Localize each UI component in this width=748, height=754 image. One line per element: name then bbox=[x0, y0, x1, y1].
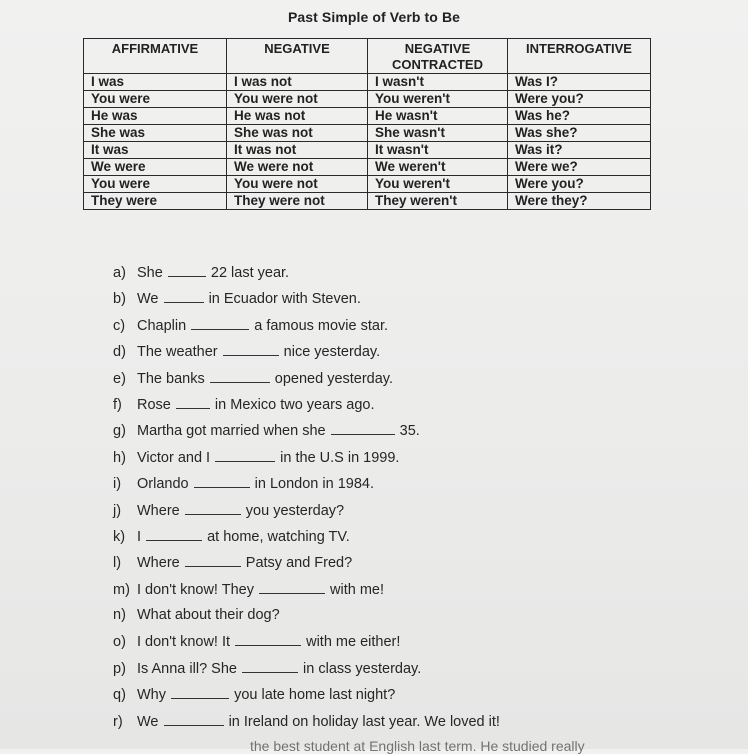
exercise-item bbox=[113, 420, 500, 446]
table-cell: It was not bbox=[227, 142, 368, 159]
exercise-item bbox=[113, 473, 500, 499]
table-row bbox=[84, 142, 651, 159]
table-row bbox=[84, 125, 651, 142]
header-line: NEGATIVE bbox=[264, 41, 330, 56]
table-cell: Was she? bbox=[508, 125, 651, 142]
exercise-text-after: 35. bbox=[399, 423, 420, 440]
answer-blank[interactable] bbox=[171, 684, 229, 699]
exercise-item bbox=[113, 447, 500, 473]
exercise-text-before: We bbox=[137, 713, 159, 730]
table-cell: Were you? bbox=[508, 176, 651, 193]
table-row bbox=[84, 108, 651, 125]
exercise-label: g) bbox=[113, 423, 126, 440]
exercise-text-before: The banks bbox=[137, 370, 205, 387]
exercise-text-before: Where bbox=[137, 502, 180, 519]
table-cell: He was not bbox=[227, 108, 368, 125]
exercise-label: o) bbox=[113, 634, 126, 651]
table-cell: You weren't bbox=[368, 176, 508, 193]
exercise-text-after: with me! bbox=[330, 581, 385, 598]
header-negative-contracted bbox=[368, 39, 508, 74]
table-cell: They were bbox=[84, 193, 227, 210]
exercise-label: d) bbox=[113, 344, 126, 361]
table-cell: We were not bbox=[227, 159, 368, 176]
exercise-label: q) bbox=[113, 687, 126, 704]
exercise-text-after: with me either! bbox=[306, 634, 401, 651]
header-line: INTERROGATIVE bbox=[526, 41, 632, 56]
answer-blank[interactable] bbox=[210, 368, 270, 383]
table-cell: Were they? bbox=[508, 193, 651, 210]
exercise-text-before: I don't know! It bbox=[137, 634, 231, 651]
table-row bbox=[84, 74, 651, 91]
table-cell: You were bbox=[84, 91, 227, 108]
exercise-label: h) bbox=[113, 449, 126, 466]
exercise-text-before: The weather bbox=[137, 344, 218, 361]
answer-blank[interactable] bbox=[164, 288, 204, 303]
exercise-text-after: 22 last year. bbox=[210, 265, 290, 281]
answer-blank[interactable] bbox=[164, 711, 224, 726]
exercise-label: n) bbox=[113, 607, 126, 624]
exercise-item bbox=[113, 711, 500, 737]
verb-table bbox=[83, 38, 651, 210]
exercise-text-after: in the U.S in 1999. bbox=[280, 449, 400, 466]
exercise-item bbox=[113, 368, 500, 394]
exercise-item bbox=[113, 341, 500, 367]
exercise-item bbox=[113, 315, 500, 341]
exercise-text-before: I bbox=[137, 528, 142, 545]
table-cell: She wasn't bbox=[368, 125, 508, 142]
exercise-text-after: in class yesterday. bbox=[303, 660, 422, 677]
table-cell: You were bbox=[84, 176, 227, 193]
exercise-item bbox=[113, 394, 500, 420]
answer-blank[interactable] bbox=[194, 473, 250, 488]
exercise-text-before: She bbox=[137, 265, 163, 281]
header-line: CONTRACTED bbox=[392, 57, 483, 72]
table-cell: Was it? bbox=[508, 142, 651, 159]
exercise-text-after: at home, watching TV. bbox=[207, 528, 350, 545]
exercise-text-after: in Ecuador with Steven. bbox=[208, 291, 361, 308]
table-row bbox=[84, 193, 651, 210]
table-cell: I wasn't bbox=[368, 74, 508, 91]
exercise-text-before: Why bbox=[137, 687, 166, 704]
table-cell: She was not bbox=[227, 125, 368, 142]
exercise-text-after: in Mexico two years ago. bbox=[214, 396, 375, 413]
header-negative bbox=[227, 39, 368, 74]
exercise-item bbox=[113, 631, 500, 657]
exercise-text-before: Victor and I bbox=[137, 449, 211, 466]
exercise-text-before: Martha got married when she bbox=[137, 423, 326, 440]
table-row bbox=[84, 159, 651, 176]
exercise-label: j) bbox=[113, 502, 122, 519]
exercise-item bbox=[113, 526, 500, 552]
header-line: AFFIRMATIVE bbox=[111, 41, 199, 56]
exercise-label: e) bbox=[113, 370, 126, 387]
exercise-label: a) bbox=[113, 265, 126, 281]
table-cell: We weren't bbox=[368, 159, 508, 176]
exercise-label: k) bbox=[113, 528, 126, 545]
exercise-text-after: in Ireland on holiday last year. We loved it! bbox=[228, 713, 500, 730]
table-header-row bbox=[84, 39, 651, 74]
table-cell: I was not bbox=[227, 74, 368, 91]
table-cell: We were bbox=[84, 159, 227, 176]
exercise-text-after: nice yesterday. bbox=[283, 344, 381, 361]
exercise-label: i) bbox=[113, 476, 122, 493]
exercise-text-before: What about their dog? bbox=[137, 607, 280, 624]
answer-blank[interactable] bbox=[331, 420, 395, 435]
answer-blank[interactable] bbox=[168, 262, 206, 277]
table-cell: Was I? bbox=[508, 74, 651, 91]
answer-blank[interactable] bbox=[259, 579, 325, 594]
answer-blank[interactable] bbox=[185, 500, 241, 515]
table-cell: He was bbox=[84, 108, 227, 125]
exercise-text-before: Where bbox=[137, 555, 180, 572]
answer-blank[interactable] bbox=[235, 631, 301, 646]
exercise-item bbox=[113, 500, 500, 526]
header-line: NEGATIVE bbox=[404, 41, 471, 56]
exercise-text-before: We bbox=[137, 291, 159, 308]
exercise-text-after: Patsy and Fred? bbox=[245, 555, 353, 572]
exercise-text-before: Is Anna ill? She bbox=[137, 660, 237, 677]
exercise-label: b) bbox=[113, 291, 126, 308]
exercise-label: c) bbox=[113, 317, 126, 334]
exercise-item bbox=[113, 658, 500, 684]
exercise-text-before: Rose bbox=[137, 396, 171, 413]
exercise-list bbox=[113, 262, 500, 737]
table-cell: They weren't bbox=[368, 193, 508, 210]
exercise-item bbox=[113, 262, 500, 288]
answer-blank[interactable] bbox=[176, 394, 210, 409]
answer-blank[interactable] bbox=[215, 447, 275, 462]
answer-blank[interactable] bbox=[185, 552, 241, 567]
table-cell: It wasn't bbox=[368, 142, 508, 159]
header-interrogative bbox=[508, 39, 651, 74]
exercise-text-after: you yesterday? bbox=[245, 502, 345, 519]
exercise-label: r) bbox=[113, 713, 123, 730]
table-cell: You were not bbox=[227, 176, 368, 193]
table-cell: Was he? bbox=[508, 108, 651, 125]
exercise-text-before: Orlando bbox=[137, 476, 189, 493]
table-cell: They were not bbox=[227, 193, 368, 210]
table-cell: She was bbox=[84, 125, 227, 142]
exercise-item bbox=[113, 288, 500, 314]
table-cell: Were we? bbox=[508, 159, 651, 176]
exercise-label: p) bbox=[113, 660, 126, 677]
table-row bbox=[84, 176, 651, 193]
exercise-text-after: a famous movie star. bbox=[254, 317, 389, 334]
exercise-label: m) bbox=[113, 581, 130, 598]
header-affirmative bbox=[84, 39, 227, 74]
exercise-text-after: in London in 1984. bbox=[254, 476, 374, 493]
exercise-text-before: Chaplin bbox=[137, 317, 187, 334]
exercise-item bbox=[113, 605, 500, 631]
exercise-text-after: you late home last night? bbox=[234, 687, 396, 704]
table-cell: You weren't bbox=[368, 91, 508, 108]
answer-blank[interactable] bbox=[146, 526, 202, 541]
page-title: Past Simple of Verb to Be bbox=[287, 9, 461, 25]
answer-blank[interactable] bbox=[191, 315, 249, 330]
exercise-text-before: I don't know! They bbox=[137, 581, 254, 598]
cut-off-line: the best student at English last term. He studied really bbox=[250, 738, 585, 754]
table-cell: It was bbox=[84, 142, 227, 159]
exercise-item bbox=[113, 579, 500, 605]
exercise-text-after: opened yesterday. bbox=[274, 370, 394, 387]
exercise-item bbox=[113, 684, 500, 710]
exercise-label: f) bbox=[113, 396, 122, 413]
table-cell: You were not bbox=[227, 91, 368, 108]
table-row bbox=[84, 91, 651, 108]
answer-blank[interactable] bbox=[223, 341, 279, 356]
table-cell: Were you? bbox=[508, 91, 651, 108]
table-cell: He wasn't bbox=[368, 108, 508, 125]
exercise-item bbox=[113, 552, 500, 578]
table-cell: I was bbox=[84, 74, 227, 91]
exercise-label: l) bbox=[113, 555, 122, 572]
answer-blank[interactable] bbox=[242, 658, 298, 673]
